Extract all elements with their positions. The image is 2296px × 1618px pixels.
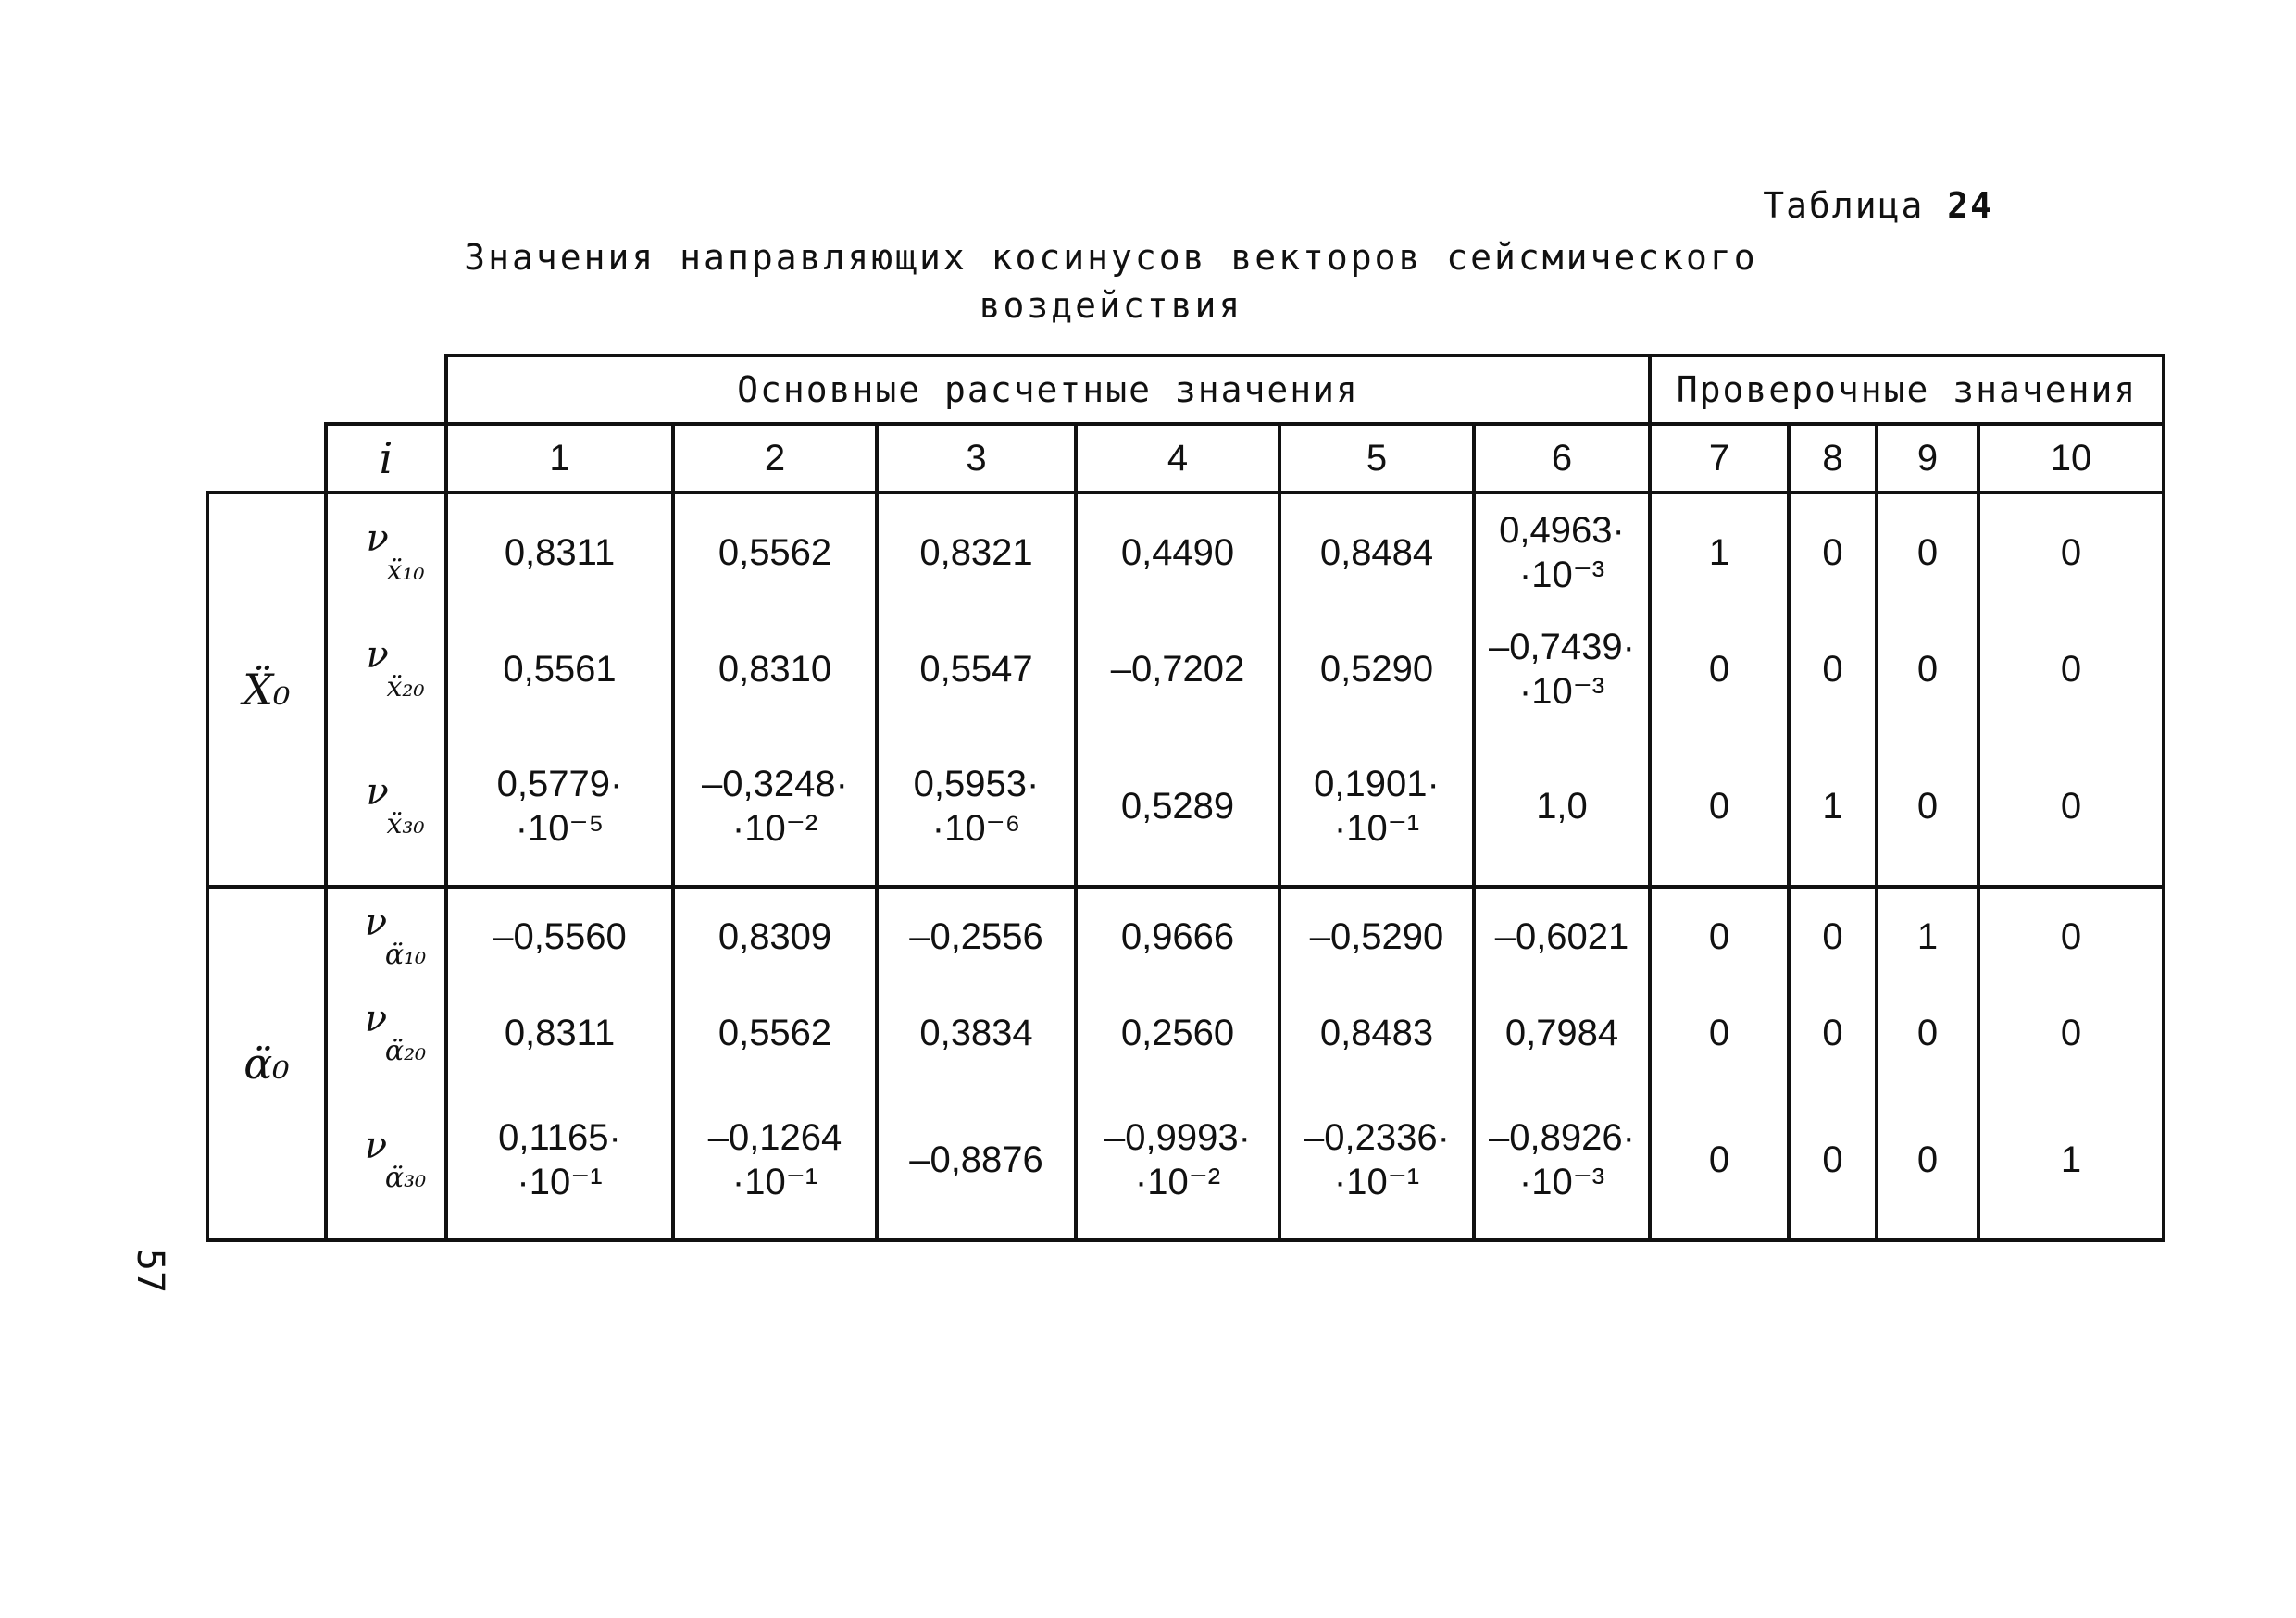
row-label-main: ν [364, 998, 388, 1040]
cell-multiplier: ·10⁻¹ [731, 1162, 818, 1202]
cell-value: –0,8926· [1489, 1117, 1635, 1158]
table-cell [1078, 494, 1278, 611]
table-cell [879, 985, 1074, 1081]
table-cell [675, 611, 875, 728]
row-label-main: ν [364, 1125, 388, 1167]
blank-corner [207, 424, 326, 492]
check-col [1877, 887, 1978, 1240]
check-cell [1652, 728, 1787, 885]
check-cell [1878, 889, 1977, 985]
table-cell [1078, 611, 1278, 728]
check-value: 0 [1822, 1013, 1843, 1053]
column-header: 3 [877, 424, 1076, 492]
block-row-alpha [207, 887, 2164, 1240]
check-cell [1878, 494, 1977, 611]
data-col [446, 887, 673, 1240]
table-cell [675, 985, 875, 1081]
data-col [877, 887, 1076, 1240]
table-cell [675, 728, 875, 885]
check-col [1877, 492, 1978, 887]
cell-value: –0,6021 [1494, 916, 1629, 957]
check-value: 1 [1916, 916, 1939, 957]
cell-value: –0,2336· [1304, 1117, 1450, 1158]
row-label-main: ν [364, 902, 388, 944]
table-cell [1281, 889, 1472, 985]
caption-prefix: Таблица [1763, 185, 1925, 226]
column-header: 7 [1650, 424, 1789, 492]
check-col [1978, 887, 2164, 1240]
check-value: 0 [1708, 1139, 1730, 1180]
table-cell [879, 728, 1074, 885]
data-col [446, 492, 673, 887]
check-cell [1652, 611, 1787, 728]
cell-value: 0,1901· [1314, 764, 1440, 804]
cell-value: 0,8311 [504, 532, 616, 573]
check-value: 0 [1916, 1139, 1939, 1180]
table-cell [1476, 728, 1648, 885]
check-value: 0 [1916, 532, 1939, 573]
check-value: 0 [1708, 916, 1730, 957]
check-value: 0 [1916, 786, 1939, 827]
table-cell [1078, 889, 1278, 985]
check-cell [1791, 611, 1875, 728]
check-value: 0 [1708, 786, 1730, 827]
table-cell [879, 494, 1074, 611]
cell-multiplier: ·10⁻⁶ [931, 808, 1021, 849]
cell-multiplier: ·10⁻¹ [1333, 808, 1420, 849]
cell-value: 0,8309 [718, 916, 832, 957]
cell-multiplier: ·10⁻¹ [517, 1162, 603, 1202]
block-symbol-alpha: α̈₀ [207, 887, 326, 1240]
cell-value: 0,5562 [718, 1013, 832, 1053]
check-cell [1980, 494, 2162, 611]
check-value: 0 [1822, 649, 1843, 690]
direction-cosines-table [206, 354, 2165, 1242]
caption-number: 24 [1947, 185, 1993, 226]
cell-value: –0,2556 [909, 916, 1043, 957]
blank-corner [207, 355, 326, 424]
check-col [1650, 887, 1789, 1240]
data-col [673, 492, 877, 887]
table-cell [1078, 728, 1278, 885]
row-label-main: ν [366, 517, 389, 560]
table-cell [448, 611, 671, 728]
check-value: 0 [1822, 1139, 1843, 1180]
check-cell [1791, 494, 1875, 611]
check-cell [1980, 1081, 2162, 1238]
cell-value: 0,8311 [504, 1013, 616, 1053]
check-value: 1 [1708, 532, 1730, 573]
row-label [328, 494, 444, 611]
data-col [673, 887, 877, 1240]
row-label-main: ν [366, 771, 389, 814]
title-line-1: Значения направляющих косинусов векторов сейсмического [464, 237, 1758, 278]
check-value: 1 [2060, 1139, 2082, 1180]
table-cell [1476, 1081, 1648, 1238]
check-cell [1652, 889, 1787, 985]
cell-multiplier: ·10⁻³ [1518, 671, 1605, 712]
cell-value: 0,5779· [496, 764, 623, 804]
block-row-x [207, 492, 2164, 887]
row-label-sub: α̈₃₀ [384, 1162, 427, 1194]
check-value: 0 [2060, 916, 2082, 957]
cell-value: 0,2560 [1120, 1013, 1235, 1053]
cell-value: –0,5290 [1309, 916, 1444, 957]
column-header: 5 [1279, 424, 1474, 492]
column-header: 8 [1789, 424, 1877, 492]
check-value: 0 [2060, 532, 2082, 573]
table-cell [448, 889, 671, 985]
data-col [1076, 887, 1279, 1240]
data-col [1279, 492, 1474, 887]
check-value: 0 [1916, 649, 1939, 690]
data-col [1076, 492, 1279, 887]
table-cell [1281, 494, 1472, 611]
check-cell [1791, 889, 1875, 985]
check-cell [1878, 985, 1977, 1081]
table-cell [1281, 1081, 1472, 1238]
cell-value: 0,4490 [1120, 532, 1235, 573]
data-col [1474, 887, 1650, 1240]
row-label [328, 985, 444, 1081]
cell-value: 0,7984 [1504, 1013, 1619, 1053]
cell-multiplier: ·10⁻¹ [1333, 1162, 1420, 1202]
cell-value: 0,9666 [1120, 916, 1235, 957]
cell-value: –0,7439· [1489, 627, 1635, 667]
check-cell [1878, 1081, 1977, 1238]
row-labels [326, 887, 446, 1240]
check-value: 0 [2060, 1013, 2082, 1053]
block-symbol-x: Ẍ₀ [207, 492, 326, 887]
check-value: 0 [1708, 1013, 1730, 1053]
check-cell [1878, 728, 1977, 885]
row-label-main: ν [366, 634, 389, 677]
cell-value: 0,8484 [1319, 532, 1434, 573]
row-label-sub: α̈₂₀ [384, 1035, 427, 1067]
cell-value: 1,0 [1536, 786, 1588, 827]
table-cell [1476, 494, 1648, 611]
cell-value: 0,5562 [718, 532, 832, 573]
data-col [1279, 887, 1474, 1240]
row-label [328, 889, 444, 985]
table-cell [879, 611, 1074, 728]
check-value: 0 [2060, 786, 2082, 827]
table-cell [675, 494, 875, 611]
row-label [328, 1081, 444, 1238]
check-cell [1878, 611, 1977, 728]
check-value: 0 [1822, 916, 1843, 957]
check-col [1789, 887, 1877, 1240]
table-caption [1763, 185, 1993, 226]
check-col [1789, 492, 1877, 887]
table-cell [448, 1081, 671, 1238]
cell-value: –0,8876 [909, 1139, 1043, 1180]
row-labels [326, 492, 446, 887]
check-value: 0 [1822, 532, 1843, 573]
check-value: 0 [1916, 1013, 1939, 1053]
cell-multiplier: ·10⁻³ [1518, 1162, 1605, 1202]
check-cell [1980, 985, 2162, 1081]
table-cell [675, 889, 875, 985]
check-cell [1791, 985, 1875, 1081]
check-cell [1652, 494, 1787, 611]
cell-multiplier: ·10⁻² [731, 808, 818, 849]
cell-value: 0,5561 [503, 649, 617, 690]
row-label-sub: ẍ₂₀ [386, 671, 425, 703]
cell-value: 0,4963· [1499, 510, 1625, 551]
check-value: 1 [1822, 786, 1843, 827]
row-label-sub: α̈₁₀ [384, 939, 427, 971]
table-cell [448, 985, 671, 1081]
cell-value: 0,8483 [1319, 1013, 1434, 1053]
column-header: 1 [446, 424, 673, 492]
cell-value: 0,5289 [1120, 786, 1235, 827]
cell-value: 0,5547 [919, 649, 1033, 690]
check-col [1978, 492, 2164, 887]
table-cell [1078, 1081, 1278, 1238]
table-cell [1476, 889, 1648, 985]
cell-value: 0,1165· [498, 1117, 621, 1158]
cell-value: 0,5953· [913, 764, 1040, 804]
group-check-header: Проверочные значения [1650, 355, 2164, 424]
check-cell [1791, 728, 1875, 885]
check-value: 0 [2060, 649, 2082, 690]
cell-multiplier: ·10⁻² [1134, 1162, 1221, 1202]
table-cell [1476, 985, 1648, 1081]
table-cell [879, 889, 1074, 985]
cell-multiplier: ·10⁻³ [1518, 554, 1605, 595]
cell-value: –0,5560 [493, 916, 627, 957]
data-col [1474, 492, 1650, 887]
data-col [877, 492, 1076, 887]
cell-multiplier: ·10⁻⁵ [515, 808, 605, 849]
row-label-sub: ẍ₃₀ [386, 808, 425, 840]
check-cell [1980, 889, 2162, 985]
check-cell [1980, 611, 2162, 728]
check-cell [1652, 985, 1787, 1081]
cell-value: 0,8310 [718, 649, 832, 690]
row-label [328, 611, 444, 728]
column-header: 2 [673, 424, 877, 492]
index-header: i [326, 424, 446, 492]
table-cell [1281, 728, 1472, 885]
column-header: 6 [1474, 424, 1650, 492]
check-cell [1980, 728, 2162, 885]
check-cell [1791, 1081, 1875, 1238]
title-line-2: воздействия [979, 285, 1243, 326]
table-cell [448, 494, 671, 611]
cell-value: –0,9993· [1104, 1117, 1251, 1158]
table-cell [1281, 611, 1472, 728]
row-label [328, 728, 444, 885]
check-col [1650, 492, 1789, 887]
check-cell [1652, 1081, 1787, 1238]
column-header: 4 [1076, 424, 1279, 492]
cell-value: –0,3248· [702, 764, 848, 804]
cell-value: 0,5290 [1319, 649, 1434, 690]
table-cell [675, 1081, 875, 1238]
row-label-sub: ẍ₁₀ [386, 554, 425, 587]
column-header: 10 [1978, 424, 2164, 492]
table-cell [1281, 985, 1472, 1081]
table-title [278, 233, 1944, 330]
group-main-header: Основные расчетные значения [446, 355, 1650, 424]
column-header: 9 [1877, 424, 1978, 492]
cell-value: –0,7202 [1110, 649, 1245, 690]
table-cell [1078, 985, 1278, 1081]
table-cell [1476, 611, 1648, 728]
check-value: 0 [1708, 649, 1730, 690]
page-number: 57 [129, 1248, 172, 1294]
cell-value: 0,3834 [919, 1013, 1033, 1053]
cell-value: 0,8321 [919, 532, 1033, 573]
blank-corner [326, 355, 446, 424]
cell-value: –0,1264 [707, 1117, 842, 1158]
table-cell [448, 728, 671, 885]
table-cell [879, 1081, 1074, 1238]
